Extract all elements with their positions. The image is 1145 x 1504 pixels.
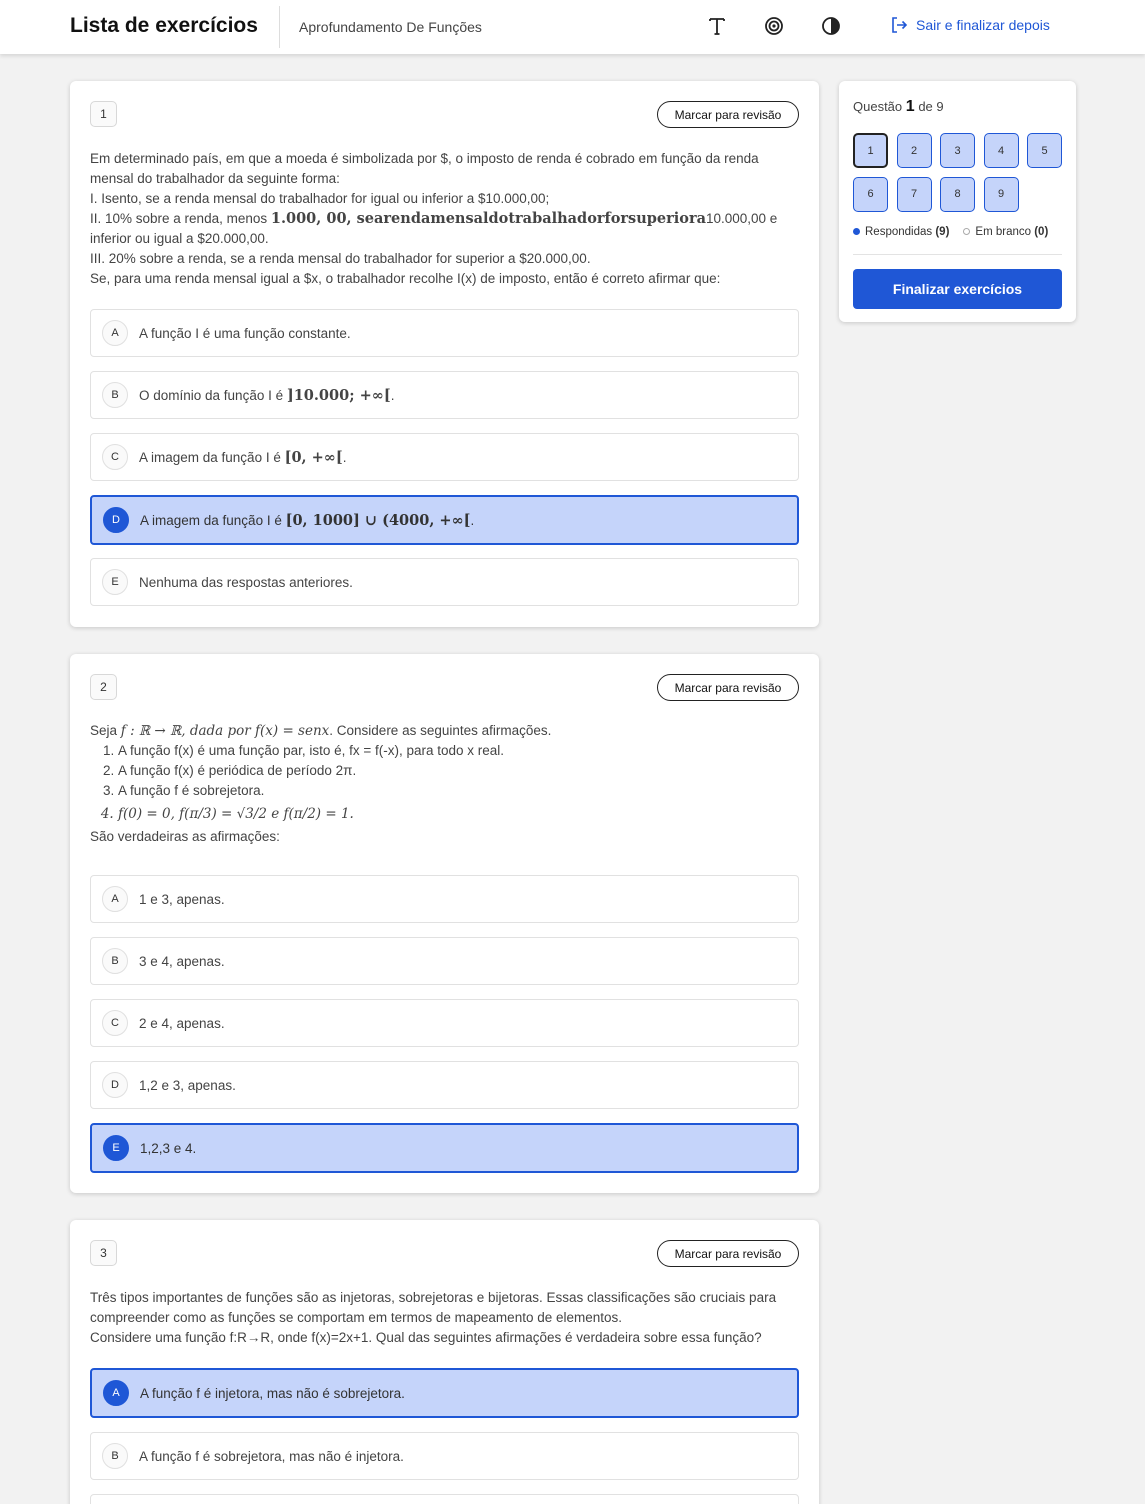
option-text xyxy=(139,326,351,341)
option-text: A função f é sobrejetora, mas não é injetora. xyxy=(139,1448,404,1464)
option-text xyxy=(139,449,347,466)
statement-line xyxy=(90,209,799,249)
option-e[interactable] xyxy=(90,558,799,606)
option-text: 1,2,3 e 4. xyxy=(140,1140,197,1156)
option-math: ]10.000; +∞[ xyxy=(286,386,391,404)
nav-question-5[interactable]: 5 xyxy=(1027,133,1062,168)
font-size-icon[interactable] xyxy=(705,14,729,38)
option-letter: D xyxy=(102,1072,128,1098)
finish-exercises-button[interactable]: Finalizar exercícios xyxy=(853,269,1062,309)
math-text: 1.000, 00, searendamensaldotrabalhadorforsuperiora xyxy=(270,210,706,227)
option-text-part: . xyxy=(470,512,475,528)
option-letter: E xyxy=(102,569,128,595)
option-math: [0, 1000] ∪ (4000, +∞[ xyxy=(285,511,471,529)
option-text-part: O domínio da função I é xyxy=(139,387,287,403)
option-letter: D xyxy=(103,507,129,533)
option-a[interactable] xyxy=(90,309,799,357)
option-letter: C xyxy=(102,444,128,470)
option-c[interactable] xyxy=(90,1494,799,1504)
option-text: A função f é injetora, mas não é sobrejetora. xyxy=(140,1385,405,1401)
option-text xyxy=(139,387,394,404)
statement-text: Seja xyxy=(90,723,121,738)
statement-item: 3. A função f é sobrejetora. xyxy=(118,781,799,801)
option-letter: E xyxy=(103,1135,129,1161)
legend-answered xyxy=(853,226,949,238)
status-legend xyxy=(853,226,1048,238)
option-letter: B xyxy=(102,948,128,974)
counter-total: de 9 xyxy=(918,99,944,114)
option-text: 1 e 3, apenas. xyxy=(139,891,225,907)
statement-line: Em determinado país, em que a moeda é simbolizada por $, o imposto de renda é cobrado em função da renda mensal do trabalhador da seguinte forma: xyxy=(90,151,759,186)
option-a[interactable] xyxy=(90,1368,799,1418)
option-text xyxy=(139,575,353,590)
question-statement xyxy=(90,721,799,847)
question-number: 1 xyxy=(90,101,117,127)
nav-question-8[interactable]: 8 xyxy=(940,177,975,212)
option-text-part: A imagem da função I é xyxy=(139,449,285,465)
question-card-1 xyxy=(70,81,819,627)
question-card-3 xyxy=(70,1220,819,1504)
answered-dot-icon xyxy=(853,228,860,235)
header-divider xyxy=(279,6,280,48)
blank-dot-icon xyxy=(963,228,970,235)
option-d[interactable] xyxy=(90,495,799,545)
statement-item: 2. A função f(x) é periódica de período 2π. xyxy=(118,761,799,781)
option-e[interactable] xyxy=(90,1123,799,1173)
statement-text: II. 10% sobre a renda, menos xyxy=(90,211,271,226)
option-letter: C xyxy=(102,1010,128,1036)
option-c[interactable] xyxy=(90,433,799,481)
statement-math xyxy=(271,210,706,227)
option-text-part: . xyxy=(390,387,395,403)
option-text-part: . xyxy=(342,449,347,465)
option-b[interactable] xyxy=(90,1432,799,1480)
statement-line: São verdadeiras as afirmações: xyxy=(90,829,280,844)
exit-label: Sair e finalizar depois xyxy=(916,17,1050,33)
legend-blank-count: (0) xyxy=(1034,226,1049,238)
legend-blank xyxy=(963,226,1048,238)
option-letter: A xyxy=(102,886,128,912)
top-bar xyxy=(0,0,1145,54)
statement-line xyxy=(90,721,799,741)
contrast-icon[interactable] xyxy=(819,14,843,38)
option-text: 3 e 4, apenas. xyxy=(139,953,225,969)
statement-item: 4. f(0) = 0, f(π/3) = √3/2 e f(π/2) = 1. xyxy=(118,801,799,827)
option-text-part: A imagem da função I é xyxy=(140,512,286,528)
statement-line: III. 20% sobre a renda, se a renda mensal do trabalhador for superior a $20.000,00. xyxy=(90,251,591,266)
statement-text: . Considere as seguintes afirmações. xyxy=(329,723,552,738)
option-letter: A xyxy=(102,320,128,346)
exit-icon xyxy=(890,16,908,34)
panel-divider xyxy=(853,254,1062,255)
nav-question-2[interactable]: 2 xyxy=(897,133,932,168)
statement-item: 1. A função f(x) é uma função par, isto é, fx = f(-x), para todo x real. xyxy=(118,741,799,761)
option-letter: A xyxy=(103,1380,129,1406)
option-letter: B xyxy=(102,382,128,408)
statement-math: f : ℝ → ℝ, dada por f(x) = senx xyxy=(120,723,330,739)
target-icon[interactable] xyxy=(762,14,786,38)
option-a[interactable] xyxy=(90,875,799,923)
option-math: [0, +∞[ xyxy=(284,448,343,466)
mark-review-button[interactable]: Marcar para revisão xyxy=(657,101,799,128)
nav-question-9[interactable]: 9 xyxy=(984,177,1019,212)
nav-question-6[interactable]: 6 xyxy=(853,177,888,212)
question-statement xyxy=(90,149,799,289)
nav-question-1[interactable]: 1 xyxy=(853,133,888,168)
nav-question-7[interactable]: 7 xyxy=(897,177,932,212)
legend-blank-label: Em branco xyxy=(975,226,1032,238)
statement-line: I. Isento, se a renda mensal do trabalhador for igual ou inferior a $10.000,00; xyxy=(90,191,550,206)
question-statement xyxy=(90,1288,799,1348)
option-b[interactable] xyxy=(90,371,799,419)
question-card-2 xyxy=(70,654,819,1193)
question-number: 3 xyxy=(90,1240,117,1266)
counter-prefix: Questão xyxy=(853,99,903,114)
mark-review-button[interactable]: Marcar para revisão xyxy=(657,1240,799,1267)
option-c[interactable] xyxy=(90,999,799,1047)
nav-question-4[interactable]: 4 xyxy=(984,133,1019,168)
question-navigator xyxy=(839,81,1076,322)
question-number: 2 xyxy=(90,674,117,700)
option-b[interactable] xyxy=(90,937,799,985)
app-title: Lista de exercícios xyxy=(70,14,258,37)
legend-answered-count: (9) xyxy=(935,226,950,238)
option-d[interactable] xyxy=(90,1061,799,1109)
counter-current: 1 xyxy=(905,98,915,115)
statement-text: 10.000,00 e inferior ou igual a $20.000,00. xyxy=(90,211,778,246)
option-text xyxy=(140,512,474,529)
statement-list xyxy=(90,741,799,827)
question-counter xyxy=(853,98,944,116)
option-text-part: A função I é uma função constante. xyxy=(139,325,351,341)
nav-question-3[interactable]: 3 xyxy=(940,133,975,168)
option-letter: B xyxy=(102,1443,128,1469)
subject-title: Aprofundamento De Funções xyxy=(299,19,482,35)
option-text-part: Nenhuma das respostas anteriores. xyxy=(139,574,353,590)
statement-line: Considere uma função f:R→R, onde f(x)=2x+1. Qual das seguintes afirmações é verdadeira sobre essa função? xyxy=(90,1330,762,1345)
option-text: 2 e 4, apenas. xyxy=(139,1015,225,1031)
statement-line: Três tipos importantes de funções são as injetoras, sobrejetoras e bijetoras. Essas classificações são cruciais para compreender como as funções se comportam em termos de mapeamento de elementos. xyxy=(90,1290,777,1325)
option-text: 1,2 e 3, apenas. xyxy=(139,1077,236,1093)
legend-answered-label: Respondidas xyxy=(865,226,933,238)
statement-line: Se, para uma renda mensal igual a $x, o trabalhador recolhe I(x) de imposto, então é correto afirmar que: xyxy=(90,271,721,286)
mark-review-button[interactable]: Marcar para revisão xyxy=(657,674,799,701)
exit-link[interactable] xyxy=(890,16,1050,34)
